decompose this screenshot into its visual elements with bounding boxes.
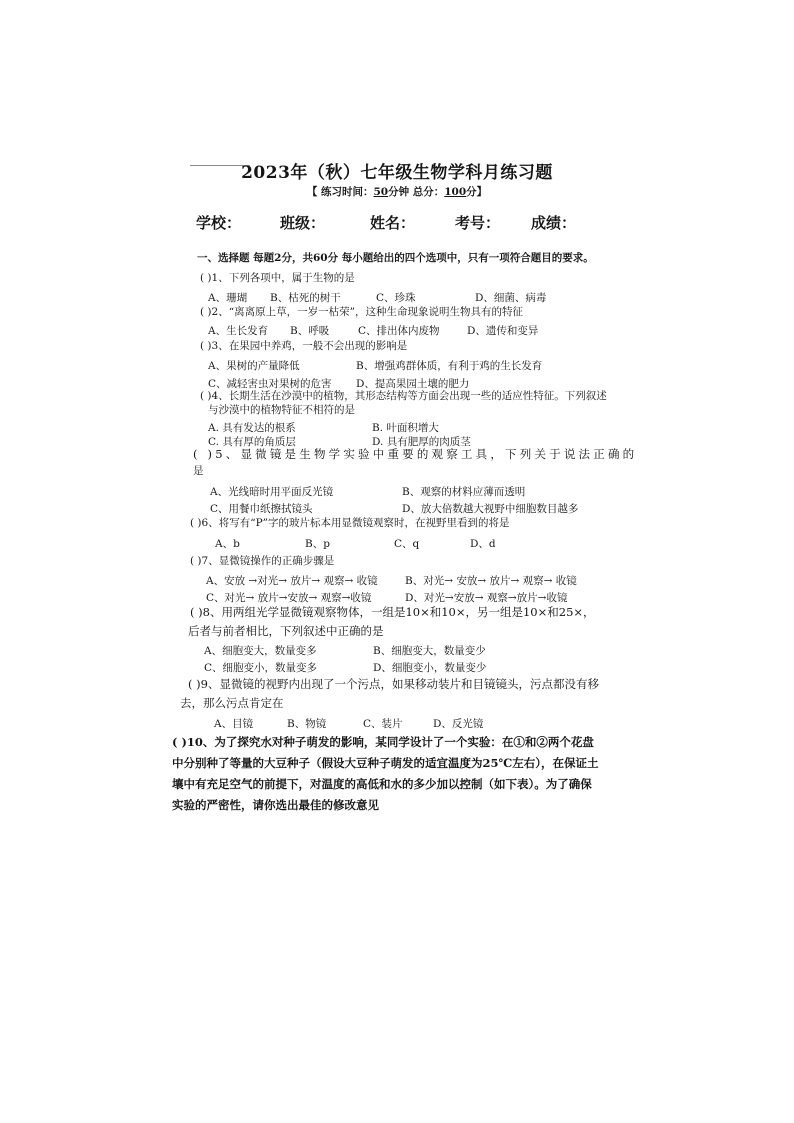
question-3-option-b: B、增强鸡群体质，有利于鸡的生长发育 xyxy=(356,360,543,372)
question-2-option-b: B、呼吸 xyxy=(290,325,330,337)
question-2-stem: ( )2、“离离原上草，一岁一枯荣”，这种生命现象说明生物具有的特征 xyxy=(200,306,523,318)
question-6-option-b: B、p xyxy=(305,538,330,550)
question-2-option-c: C、排出体内废物 xyxy=(358,325,440,337)
score-field-label: 成绩： xyxy=(531,214,577,232)
question-5-option-b: B、观察的材料应薄而透明 xyxy=(402,486,526,498)
question-8-option-b: B、细胞变大，数量变少 xyxy=(373,645,486,657)
question-4-stem-cont: 与沙漠中的植物特征不相符的是 xyxy=(208,404,355,416)
question-9-stem: ( )9、显微镜的视野内出现了一个污点，如果移动装片和目镜镜头，污点都没有移 xyxy=(188,677,599,691)
exam-number-field-label: 考号： xyxy=(455,214,501,232)
question-1-option-b: B、枯死的树干 xyxy=(270,292,341,304)
question-6-option-c: C、q xyxy=(394,538,420,550)
question-4-stem: ( )4、长期生活在沙漠中的植物，其形态结构等方面会出现一些的适应性特征。下列叙述 xyxy=(200,390,607,402)
question-9-option-c: C、装片 xyxy=(363,718,403,730)
time-minutes: 50 xyxy=(373,186,389,198)
question-5-stem-cont: 是 xyxy=(193,465,204,477)
question-6-option-a: A、b xyxy=(215,538,240,550)
section-heading: 一、选择题 每题2分，共60分 每小题给出的四个选项中，只有一项符合题目的要求。 xyxy=(197,252,594,264)
question-4-option-d: D. 具有肥厚的肉质茎 xyxy=(372,436,471,448)
question-4-option-b: B. 叶面积增大 xyxy=(372,422,439,434)
total-score: 100 xyxy=(444,186,467,198)
question-3-stem: ( )3、在果园中养鸡，一般不会出现的影响是 xyxy=(200,340,408,352)
question-3-option-a: A、果树的产量降低 xyxy=(208,360,300,372)
question-7-stem: ( )7、显微镜操作的正确步骤是 xyxy=(190,555,335,567)
question-7-option-b: B、对光→ 安放→ 放片→ 观察→ 收镜 xyxy=(405,575,577,587)
question-9-option-d: D、反光镜 xyxy=(433,718,484,730)
time-and-score xyxy=(0,184,794,199)
question-1-option-c: C、珍珠 xyxy=(376,292,416,304)
question-8-option-a: A、细胞变大，数量变多 xyxy=(204,645,317,657)
question-9-option-b: B、物镜 xyxy=(287,718,327,730)
question-2-option-d: D、遗传和变异 xyxy=(467,325,539,337)
question-10-stem-line-4: 实验的严密性，请你选出最佳的修改意见 xyxy=(172,798,379,812)
page-title: 2023年（秋）七年级生物学科月练习题 xyxy=(241,163,553,183)
question-4-option-c: C. 具有厚的角质层 xyxy=(208,436,296,448)
question-5-stem: ( )5、显微镜是生物学实验中重要的观察工具，下列关于说法正确的 xyxy=(193,447,638,461)
time-suffix: 分】 xyxy=(466,186,488,198)
question-4-option-a: A. 具有发达的根系 xyxy=(208,422,296,434)
question-10-stem: ( )10、为了探究水对种子萌发的影响，某同学设计了一个实验：在①和②两个花盘 xyxy=(172,735,594,749)
question-9-stem-cont: 去，那么污点肯定在 xyxy=(180,696,284,710)
question-8-stem-cont: 后者与前者相比，下列叙述中正确的是 xyxy=(188,624,384,638)
name-field-label: 姓名： xyxy=(370,214,416,232)
question-7-option-c: C、对光→ 放片→安放→ 观察→收镜 xyxy=(206,592,372,604)
question-7-option-a: A、安放 →对光→ 放片→ 观察→ 收镜 xyxy=(206,575,378,587)
class-field-label: 班级： xyxy=(280,214,326,232)
question-8-option-d: D、细胞变小，数量变少 xyxy=(373,662,487,674)
question-5-option-a: A、光线暗时用平面反光镜 xyxy=(210,486,334,498)
question-1-option-a: A、珊瑚 xyxy=(208,292,248,304)
question-6-option-d: D、d xyxy=(470,538,496,550)
question-7-option-d: D、对光→安放→ 观察→放片→收镜 xyxy=(405,592,568,604)
question-9-option-a: A、目镜 xyxy=(214,718,254,730)
time-mid: 分钟 总分： xyxy=(388,186,445,198)
question-10-stem-line-3: 壤中有充足空气的前提下，对温度的高低和水的多少加以控制（如下表）。为了确保 xyxy=(172,777,592,791)
question-6-stem: ( )6、将写有“P”字的玻片标本用显微镜观察时，在视野里看到的将是 xyxy=(190,517,510,529)
school-field-label: 学校： xyxy=(196,214,242,232)
question-5-option-c: C、用餐巾纸擦拭镜头 xyxy=(210,503,313,515)
question-3-option-d: D、提高果园土壤的肥力 xyxy=(356,378,470,390)
question-8-option-c: C、细胞变小，数量变多 xyxy=(204,662,318,674)
question-1-option-d: D、细菌、病毒 xyxy=(475,292,547,304)
question-2-option-a: A、生长发育 xyxy=(208,325,269,337)
question-5-option-d: D、放大倍数越大视野中细胞数目越多 xyxy=(402,503,579,515)
question-1-stem: ( )1、下列各项中，属于生物的是 xyxy=(200,272,355,284)
time-prefix: 【 练习时间： xyxy=(306,186,374,198)
question-10-stem-line-2: 中分别种了等量的大豆种子（假设大豆种子萌发的适宜温度为25℃左右），在保证土 xyxy=(172,756,599,770)
question-8-stem: ( )8、用两组光学显微镜观察物体，一组是10×和10×，另一组是10×和25×， xyxy=(190,605,595,619)
question-3-option-c: C、减轻害虫对果树的危害 xyxy=(208,378,332,390)
